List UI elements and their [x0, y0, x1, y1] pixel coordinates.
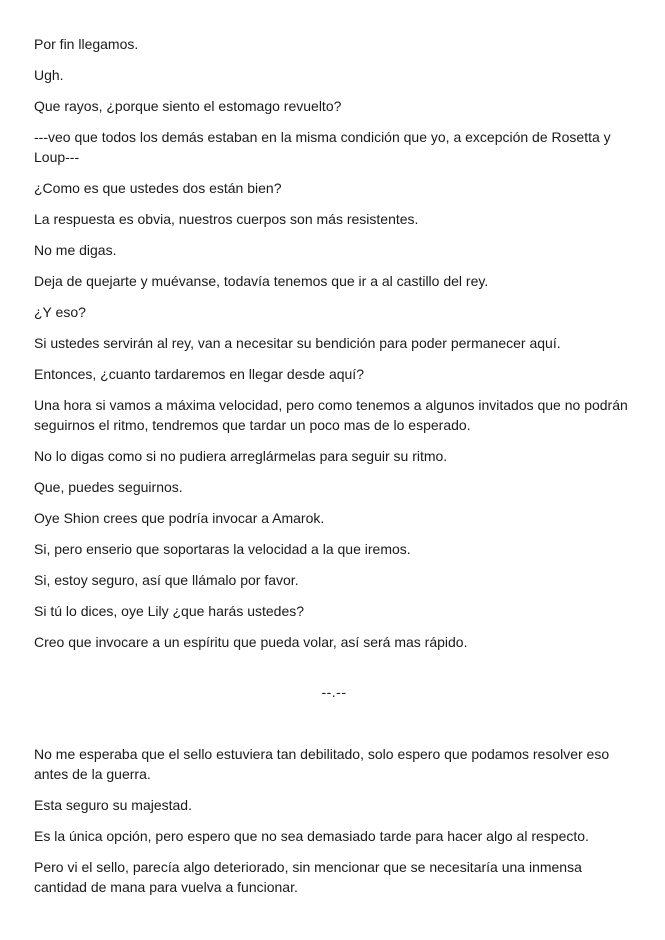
section-2 — [34, 744, 634, 897]
document-page — [34, 34, 634, 908]
paragraph: No me esperaba que el sello estuviera tan debilitado, solo espero que podamos resolver eso antes de la guerra. — [34, 746, 610, 782]
paragraph: Es la única opción, pero espero que no sea demasiado tarde para hacer algo al respecto. — [34, 828, 589, 844]
paragraph: Una hora si vamos a máxima velocidad, pero como tenemos a algunos invitados que no podrán seguirnos el ritmo, tendremos que tardar un poco mas de lo esperado. — [34, 397, 628, 433]
paragraph: Si, estoy seguro, así que llámalo por favor. — [34, 572, 299, 588]
paragraph: ¿Y eso? — [34, 304, 86, 320]
paragraph: No me digas. — [34, 242, 117, 258]
paragraph: ¿Como es que ustedes dos están bien? — [34, 180, 282, 196]
paragraph: ---veo que todos los demás estaban en la misma condición que yo, a excepción de Rosetta y Loup--- — [34, 129, 611, 165]
paragraph: Pero vi el sello, parecía algo deteriorado, sin mencionar que se necesitaría una inmensa cantidad de mana para vuelva a funcionar. — [34, 859, 582, 895]
paragraph: Si ustedes servirán al rey, van a necesitar su bendición para poder permanecer aquí. — [34, 335, 561, 351]
paragraph: Esta seguro su majestad. — [34, 797, 192, 813]
section-1 — [34, 34, 634, 652]
paragraph: No lo digas como si no pudiera arreglármelas para seguir su ritmo. — [34, 448, 448, 464]
paragraph: Que, puedes seguirnos. — [34, 479, 183, 495]
paragraph: Si tú lo dices, oye Lily ¿que harás ustedes? — [34, 603, 305, 619]
paragraph: La respuesta es obvia, nuestros cuerpos son más resistentes. — [34, 211, 419, 227]
paragraph: Si, pero enserio que soportaras la velocidad a la que iremos. — [34, 541, 411, 557]
paragraph: Deja de quejarte y muévanse, todavía tenemos que ir a al castillo del rey. — [34, 273, 489, 289]
paragraph: Que rayos, ¿porque siento el estomago revuelto? — [34, 98, 342, 114]
paragraph: Entonces, ¿cuanto tardaremos en llegar desde aquí? — [34, 366, 364, 382]
paragraph: Creo que invocare a un espíritu que pueda volar, así será mas rápido. — [34, 634, 468, 650]
paragraph: Oye Shion crees que podría invocar a Amarok. — [34, 510, 325, 526]
paragraph: Por fin llegamos. — [34, 36, 139, 52]
scene-separator: --.-- — [321, 684, 347, 700]
paragraph: Ugh. — [34, 67, 64, 83]
